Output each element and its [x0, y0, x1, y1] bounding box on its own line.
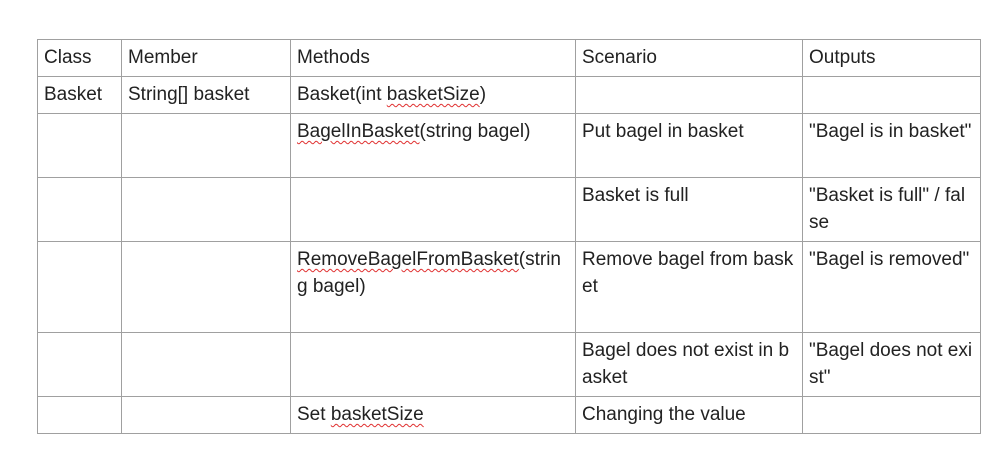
outputs-cell: "Bagel is removed" [803, 242, 981, 333]
scenario-cell: Bagel does not exist in basket [576, 333, 803, 397]
method-cell [291, 77, 576, 114]
table-row [38, 178, 981, 242]
member-cell [122, 397, 291, 434]
table-row [38, 242, 981, 333]
outputs-cell [803, 77, 981, 114]
scenario-cell: Put bagel in basket [576, 114, 803, 178]
outputs-cell: "Basket is full" / false [803, 178, 981, 242]
class-cell [38, 242, 122, 333]
header-cell-member: Member [122, 40, 291, 77]
member-cell [122, 242, 291, 333]
class-cell [38, 333, 122, 397]
method-cell [291, 397, 576, 434]
method-text: Set [297, 404, 331, 425]
document-table [37, 39, 981, 434]
spellcheck-flagged-word: BagelInBasket [297, 121, 420, 142]
class-cell [38, 397, 122, 434]
member-cell [122, 114, 291, 178]
table-header-row [38, 40, 981, 77]
class-cell: Basket [38, 77, 122, 114]
scenario-cell: Remove bagel from basket [576, 242, 803, 333]
header-cell-outputs: Outputs [803, 40, 981, 77]
method-cell [291, 242, 576, 333]
scenario-cell: Basket is full [576, 178, 803, 242]
member-cell [122, 333, 291, 397]
member-cell: String[] basket [122, 77, 291, 114]
method-text: Basket(int [297, 84, 387, 105]
outputs-cell: "Bagel is in basket" [803, 114, 981, 178]
header-cell-methods: Methods [291, 40, 576, 77]
class-cell [38, 178, 122, 242]
outputs-cell: "Bagel does not exist" [803, 333, 981, 397]
method-cell [291, 178, 576, 242]
method-text: (string bagel) [419, 121, 531, 142]
class-cell [38, 114, 122, 178]
method-cell [291, 333, 576, 397]
method-text: (string bagel) [297, 249, 561, 297]
spellcheck-flagged-word: basketSize [386, 84, 480, 105]
scenario-cell: Changing the value [576, 397, 803, 434]
spellcheck-flagged-word: basketSize [330, 404, 424, 425]
scenario-cell [576, 77, 803, 114]
member-cell [122, 178, 291, 242]
header-cell-class: Class [38, 40, 122, 77]
method-cell [291, 114, 576, 178]
outputs-cell [803, 397, 981, 434]
table-row [38, 77, 981, 114]
table-row [38, 114, 981, 178]
header-cell-scenario: Scenario [576, 40, 803, 77]
method-text: ) [479, 84, 487, 105]
spellcheck-flagged-word: RemoveBagelFromBasket [297, 249, 519, 270]
table-row [38, 333, 981, 397]
table-row [38, 397, 981, 434]
